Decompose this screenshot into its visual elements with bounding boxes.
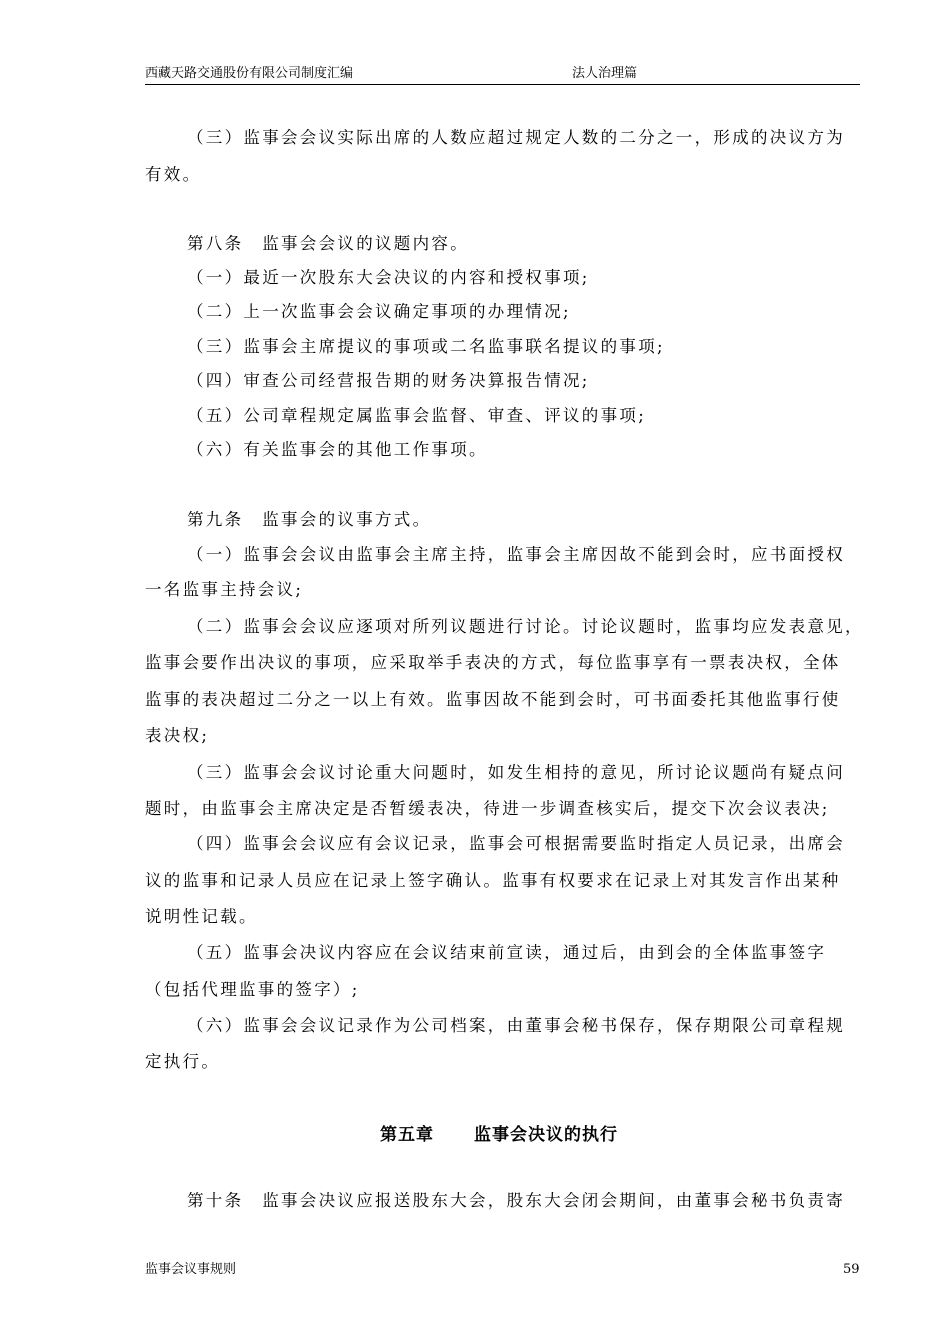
header-company-title: 西藏天路交通股份有限公司制度汇编 — [145, 66, 354, 81]
article-8-title: 第八条 监事会会议的议题内容。 — [187, 234, 469, 253]
list-item: （一）最近一次股东大会决议的内容和授权事项; — [187, 268, 590, 287]
chapter-number: 第五章 — [380, 1125, 434, 1145]
list-item: （二）上一次监事会会议确定事项的办理情况; — [187, 302, 571, 321]
paragraph-line: 议的监事和记录人员应在记录上签字确认。监事有权要求在记录上对其发言作出某种 — [145, 871, 841, 890]
paragraph-line: （四）监事会会议应有会议记录，监事会可根据需要监时指定人员记录，出席会 — [187, 834, 845, 853]
paragraph-line: （包括代理监事的签字）; — [145, 980, 360, 999]
paragraph-line: 监事会要作出决议的事项，应采取举手表决的方式，每位监事享有一票表决权，全体 — [145, 653, 841, 672]
paragraph-line: 有效。 — [145, 165, 202, 184]
paragraph-line: （五）监事会决议内容应在会议结束前宣读，通过后，由到会的全体监事签字 — [187, 943, 827, 962]
footer-document-title: 监事会议事规则 — [145, 1262, 237, 1277]
list-item: （三）监事会主席提议的事项或二名监事联名提议的事项; — [187, 337, 665, 356]
paragraph-line: 一名监事主持会议; — [145, 580, 304, 599]
page-number: 59 — [843, 1262, 860, 1277]
chapter-title: 监事会决议的执行 — [474, 1125, 618, 1145]
paragraph-line: （二）监事会会议应逐项对所列议题进行讨论。讨论议题时，监事均应发表意见， — [187, 617, 864, 636]
paragraph-line: （三）监事会会议讨论重大问题时，如发生相持的意见，所讨论议题尚有疑点问 — [187, 763, 845, 782]
paragraph-line: （六）监事会会议记录作为公司档案，由董事会秘书保存，保存期限公司章程规 — [187, 1016, 845, 1035]
list-item: （五）公司章程规定属监事会监督、审查、评议的事项; — [187, 406, 647, 425]
list-item: （六）有关监事会的其他工作事项。 — [187, 440, 488, 459]
page-header — [145, 66, 860, 85]
header-section-title: 法人治理篇 — [572, 66, 638, 81]
paragraph-line: 定执行。 — [145, 1052, 221, 1071]
paragraph-line: （一）监事会会议由监事会主席主持，监事会主席因故不能到会时，应书面授权 — [187, 545, 845, 564]
article-10-line: 第十条 监事会决议应报送股东大会，股东大会闭会期间，由董事会秘书负责寄 — [187, 1191, 845, 1210]
paragraph-line: 题时，由监事会主席决定是否暂缓表决，待进一步调查核实后，提交下次会议表决; — [145, 799, 830, 818]
article-9-title: 第九条 监事会的议事方式。 — [187, 510, 432, 529]
paragraph-line: 监事的表决超过二分之一以上有效。监事因故不能到会时，可书面委托其他监事行使 — [145, 690, 841, 709]
list-item: （四）审查公司经营报告期的财务决算报告情况; — [187, 371, 590, 390]
paragraph-line: 表决权; — [145, 726, 210, 745]
paragraph-line: 说明性记载。 — [145, 907, 258, 926]
paragraph-line: （三）监事会会议实际出席的人数应超过规定人数的二分之一，形成的决议方为 — [187, 128, 845, 147]
